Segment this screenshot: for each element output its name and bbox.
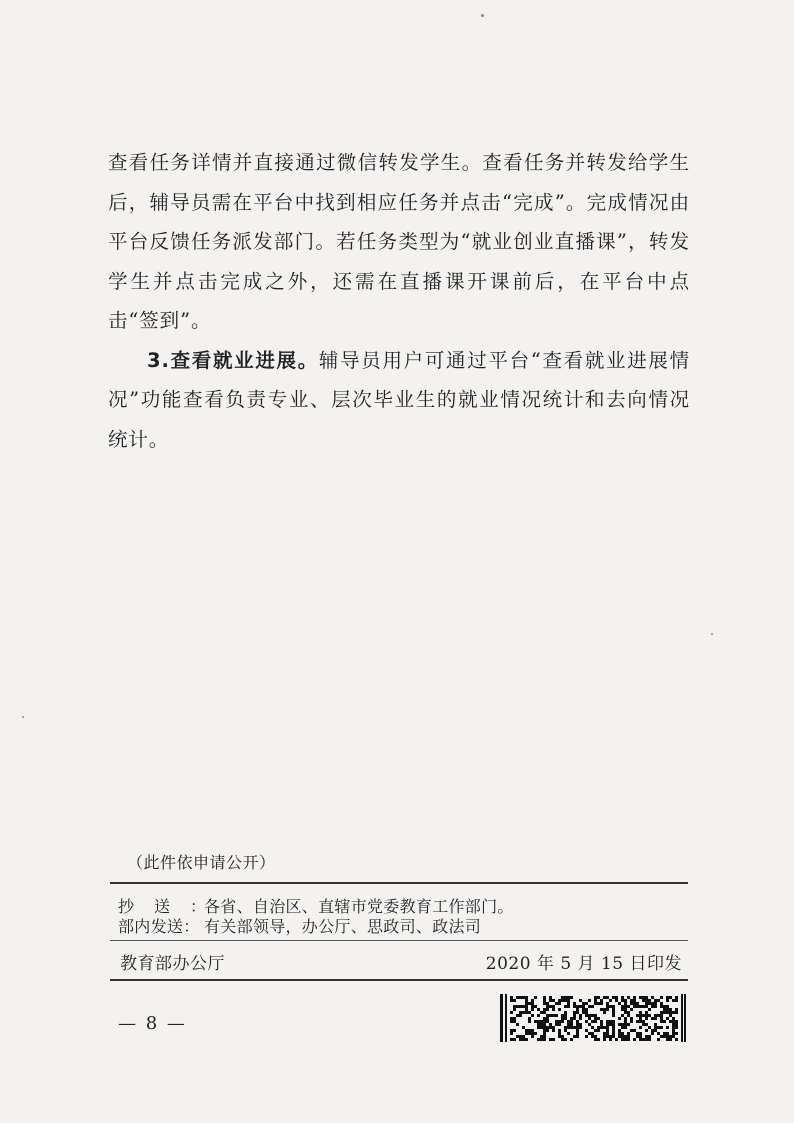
issuer: 教育部办公厅 <box>120 954 225 974</box>
cc-label: 抄送： <box>118 897 227 916</box>
internal-label: 部内发送： <box>118 917 200 936</box>
print-date: 2020 年 5 月 15 日印发 <box>485 954 682 974</box>
page-number: — 8 — <box>118 1013 187 1034</box>
document-body <box>108 143 690 459</box>
scan-speck <box>22 716 24 718</box>
footer-rule-middle <box>110 940 688 941</box>
disclosure-note: （此件依申请公开） <box>127 853 276 872</box>
scan-speck <box>711 633 713 635</box>
footer-rule-bottom <box>110 979 688 981</box>
internal-value: 有关部领导，办公厅、思政司、政法司 <box>204 917 482 936</box>
paragraph-text: 辅导员用户可通过平台“查看就业进展情况”功能查看负责专业、层次毕业生的就业情况统计和去向情况统计。 <box>108 348 691 451</box>
document-barcode <box>500 994 686 1042</box>
scan-speck <box>481 14 484 17</box>
footer-rule-top <box>110 882 688 884</box>
paragraph-employment-progress <box>108 341 690 460</box>
section-heading: 3.查看就业进展。 <box>147 348 319 372</box>
distribution-block <box>118 897 514 937</box>
paragraph-task-completion: 查看任务详情并直接通过微信转发学生。查看任务并转发给学生后，辅导员需在平台中找到相应任务并点击“完成”。完成情况由平台反馈任务派发部门。若任务类型为“就业创业直播课”，转发学生并点击完成之外，还需在直播课开课前后，在平台中点击“签到”。 <box>108 151 690 332</box>
internal-row <box>118 917 514 937</box>
cc-row <box>118 897 514 917</box>
cc-value: 各省、自治区、直辖市党委教育工作部门。 <box>204 897 514 916</box>
